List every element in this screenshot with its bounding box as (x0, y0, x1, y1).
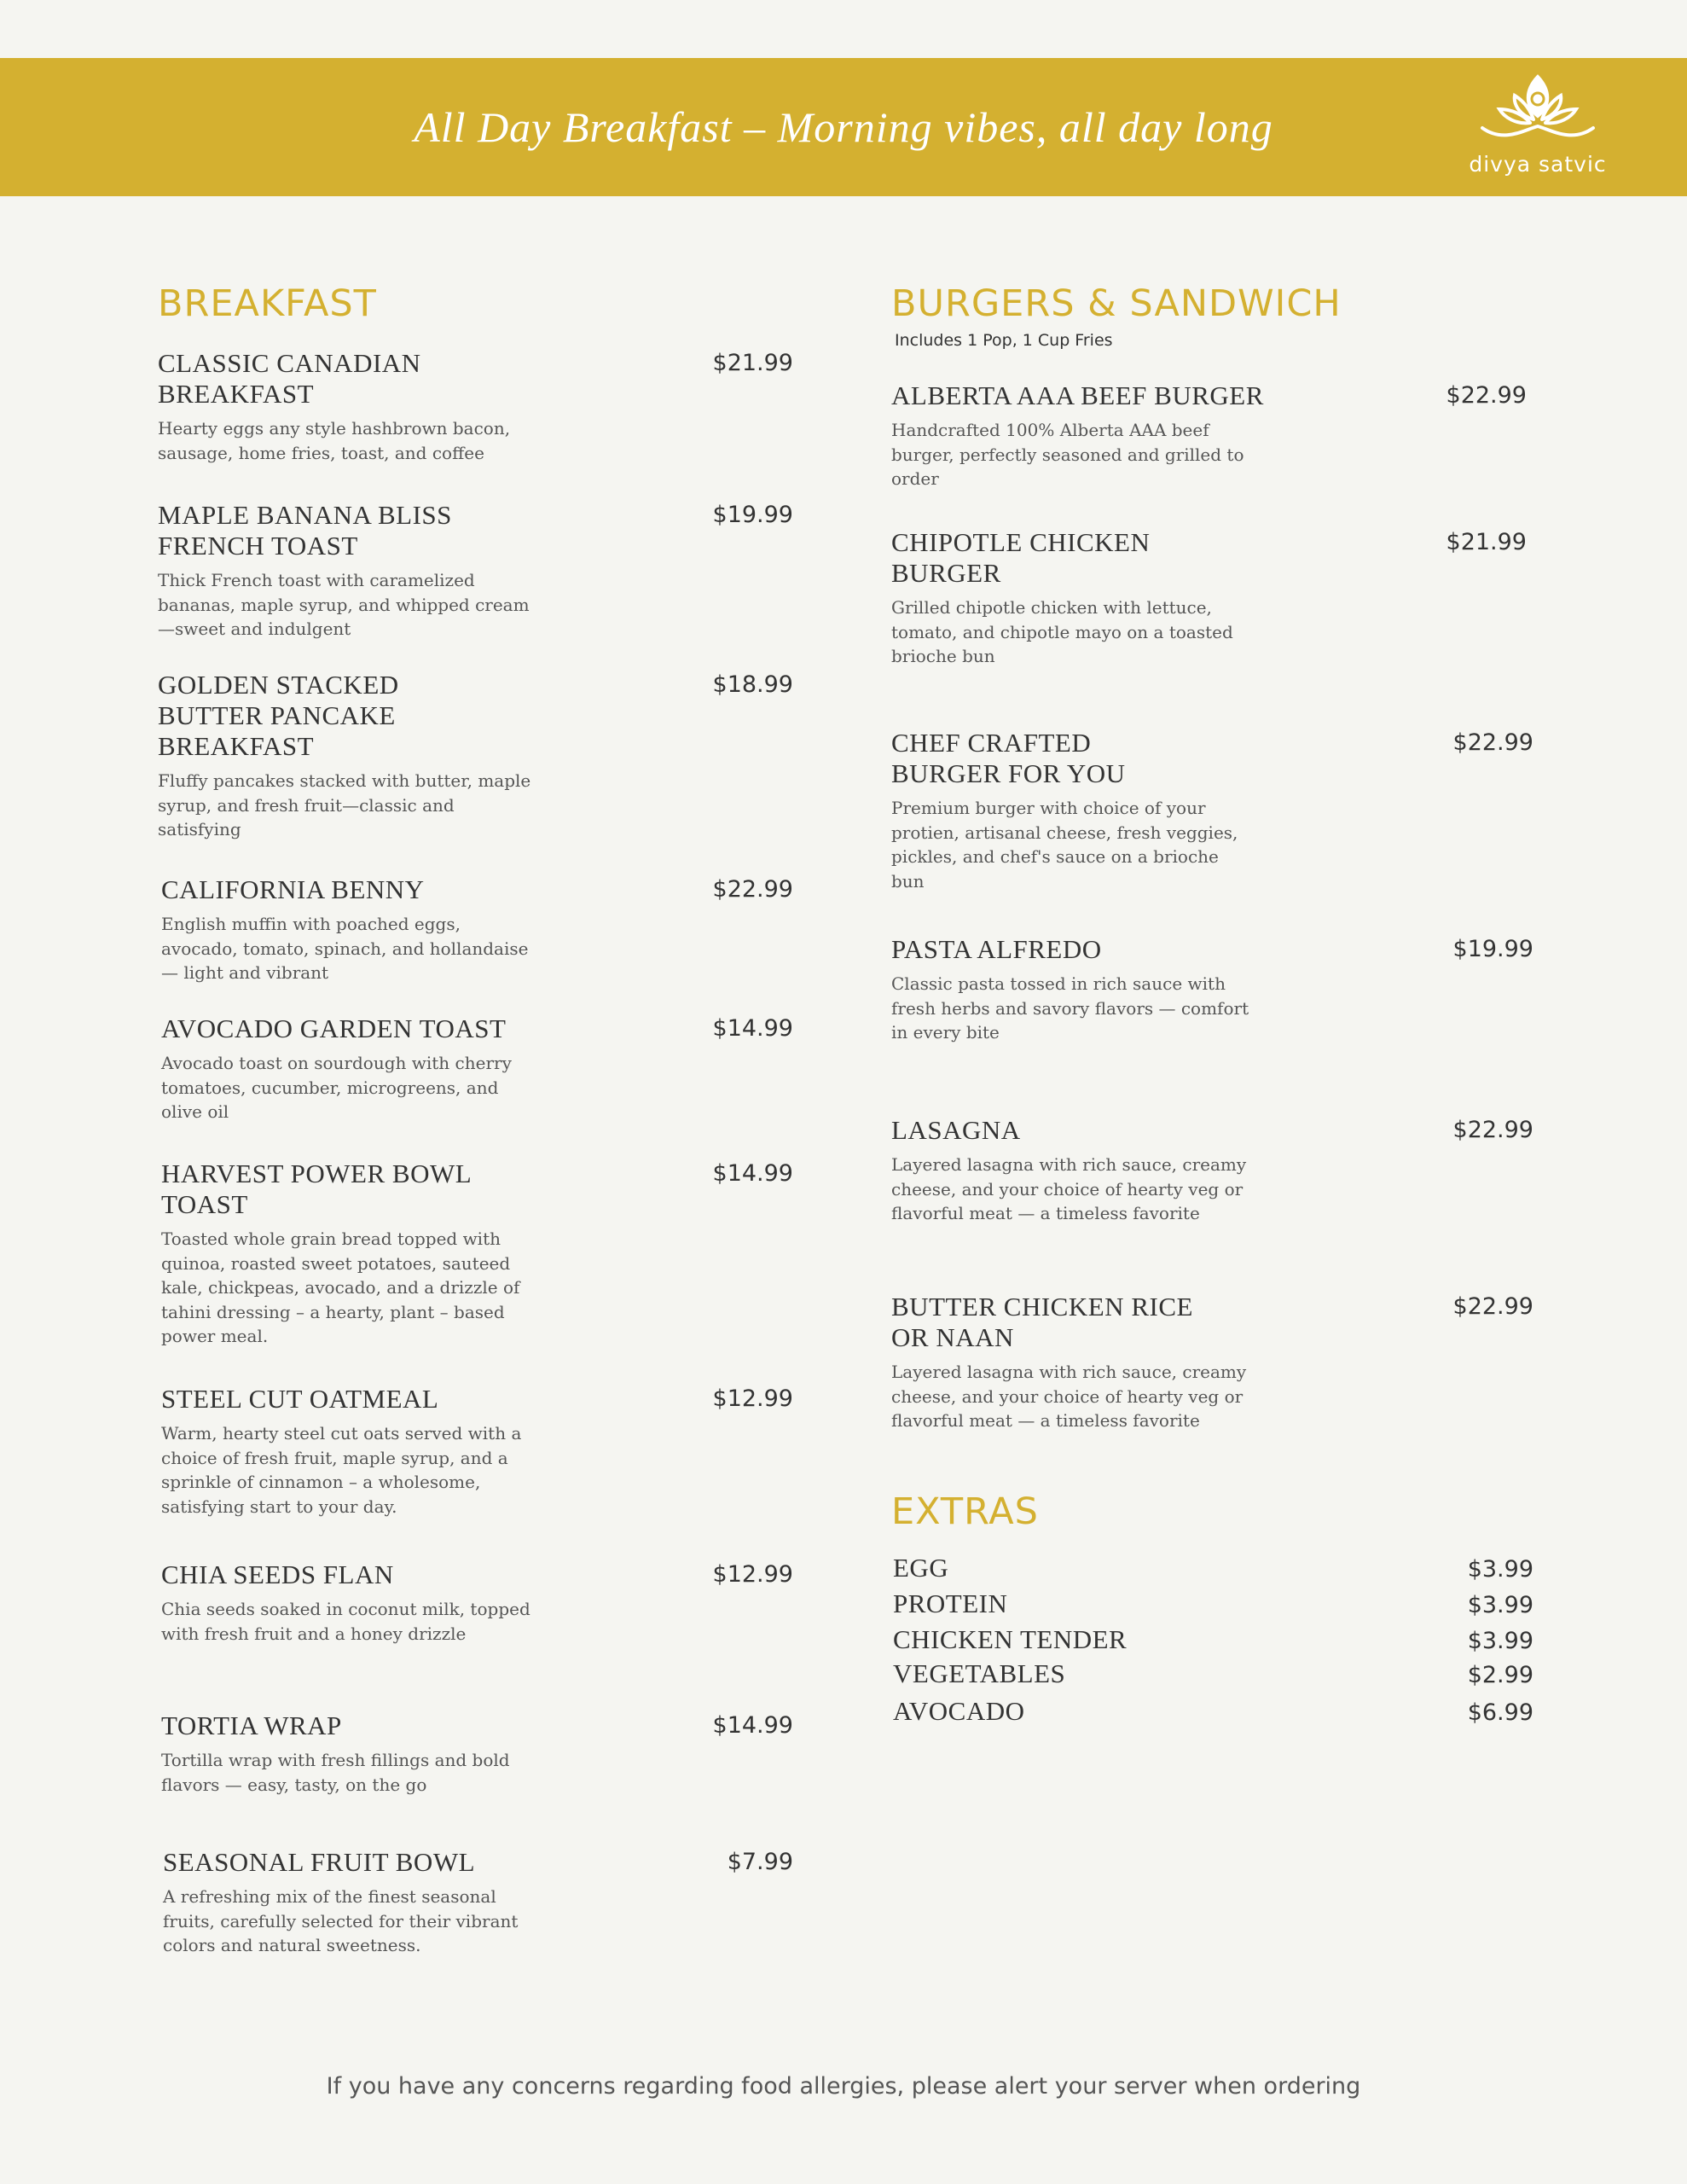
menu-item (161, 1384, 793, 1519)
extra-item (893, 1553, 1548, 1587)
item-name: CHIA SEEDS FLAN (161, 1560, 394, 1589)
item-name: HARVEST POWER BOWL TOAST (161, 1159, 472, 1219)
item-description: Avocado toast on sourdough with cherry tomatoes, cucumber, microgreens, and olive oil (161, 1053, 512, 1122)
item-name: CHEF CRAFTED BURGER FOR YOU (891, 728, 1126, 788)
extra-name: VEGETABLES (893, 1658, 1066, 1688)
item-description: Grilled chipotle chicken with lettuce, tomato, and chipotle mayo on a toasted brioche bun (891, 597, 1233, 666)
item-name: STEEL CUT OATMEAL (161, 1384, 439, 1414)
item-name: SEASONAL FRUIT BOWL (163, 1847, 476, 1877)
item-description: Chia seeds soaked in coconut milk, topped with fresh fruit and a honey drizzle (161, 1599, 530, 1644)
item-price: $22.99 (712, 876, 793, 903)
item-description: Tortilla wrap with fresh fillings and bold flavors — easy, tasty, on the go (161, 1750, 510, 1795)
item-price: $7.99 (727, 1849, 793, 1875)
item-description: A refreshing mix of the finest seasonal fruits, carefully selected for their vibrant colors and natural sweetness. (163, 1886, 519, 1955)
menu-item (161, 1014, 793, 1124)
menu-item (891, 728, 1548, 893)
item-price: $12.99 (712, 1561, 793, 1588)
item-price: $22.99 (1452, 1293, 1533, 1320)
section-title-burgers: BURGERS & SANDWICH (891, 282, 1342, 325)
item-description: Warm, hearty steel cut oats served with a choice of fresh fruit, maple syrup, and a sprinkle of cinnamon – a wholesome, satisfying start to your day. (161, 1423, 522, 1517)
section-note: Includes 1 Pop, 1 Cup Fries (895, 331, 1113, 350)
item-name: PASTA ALFREDO (891, 934, 1102, 964)
header-banner (0, 58, 1687, 196)
section-title-breakfast: BREAKFAST (158, 282, 377, 325)
item-price: $19.99 (1452, 936, 1533, 962)
item-price: $19.99 (712, 502, 793, 528)
extra-price: $3.99 (1467, 1628, 1533, 1654)
menu-item (161, 1560, 793, 1646)
item-price: $21.99 (712, 350, 793, 376)
extra-price: $3.99 (1467, 1556, 1533, 1583)
item-name: AVOCADO GARDEN TOAST (161, 1014, 507, 1043)
item-price: $14.99 (712, 1712, 793, 1739)
extra-item (893, 1658, 1548, 1693)
menu-item (161, 874, 793, 985)
section-title-extras: EXTRAS (891, 1490, 1039, 1533)
menu-item (158, 500, 793, 642)
item-name: CALIFORNIA BENNY (161, 874, 425, 904)
item-name: GOLDEN STACKED BUTTER PANCAKE BREAKFAST (158, 670, 399, 761)
item-name: CLASSIC CANADIAN BREAKFAST (158, 348, 421, 409)
menu-item (158, 348, 793, 465)
extra-name: CHICKEN TENDER (893, 1624, 1128, 1654)
item-price: $14.99 (712, 1015, 793, 1042)
item-description: Layered lasagna with rich sauce, creamy cheese, and your choice of hearty veg or flavorful meat — a timeless favorite (891, 1362, 1247, 1431)
menu-title: All Day Breakfast – Morning vibes, all day long (414, 103, 1273, 151)
menu-item (891, 934, 1548, 1045)
allergy-notice: If you have any concerns regarding food allergies, please alert your server when ordering (326, 2073, 1361, 2100)
item-price: $21.99 (1446, 529, 1527, 555)
item-price: $12.99 (712, 1385, 793, 1412)
item-name: ALBERTA AAA BEEF BURGER (891, 380, 1264, 410)
logo-text: divya satvic (1469, 152, 1607, 177)
extra-item (893, 1624, 1548, 1658)
item-price: $22.99 (1452, 729, 1533, 756)
extra-price: $6.99 (1467, 1699, 1533, 1726)
extra-name: PROTEIN (893, 1589, 1008, 1618)
item-description: Premium burger with choice of your protien, artisanal cheese, fresh veggies, pickles, and chef's sauce on a brioche bun (891, 798, 1238, 892)
item-name: TORTIA WRAP (161, 1711, 342, 1740)
item-description: Fluffy pancakes stacked with butter, maple syrup, and fresh fruit—classic and satisfying (158, 770, 531, 839)
item-name: CHIPOTLE CHICKEN BURGER (891, 527, 1151, 588)
item-price: $22.99 (1446, 382, 1527, 409)
extra-price: $2.99 (1467, 1662, 1533, 1688)
extra-price: $3.99 (1467, 1592, 1533, 1618)
item-price: $22.99 (1452, 1117, 1533, 1143)
menu-item (161, 1711, 793, 1797)
menu-item (891, 1292, 1548, 1433)
extra-name: EGG (893, 1553, 949, 1583)
item-description: English muffin with poached eggs, avocado, tomato, spinach, and hollandaise — light and vibrant (161, 914, 529, 983)
item-description: Hearty eggs any style hashbrown bacon, sausage, home fries, toast, and coffee (158, 418, 511, 463)
item-name: LASAGNA (891, 1115, 1021, 1145)
menu-item (161, 1159, 793, 1349)
lotus-icon (1465, 67, 1610, 152)
menu-item (158, 670, 793, 842)
item-price: $14.99 (712, 1160, 793, 1187)
extra-name: AVOCADO (893, 1696, 1025, 1726)
item-description: Classic pasta tossed in rich sauce with fresh herbs and savory flavors — comfort in every bite (891, 973, 1249, 1043)
extra-item (893, 1589, 1548, 1623)
item-description: Layered lasagna with rich sauce, creamy cheese, and your choice of hearty veg or flavorful meat — a timeless favorite (891, 1154, 1247, 1223)
breakfast-section (158, 282, 793, 1955)
menu-item (891, 380, 1548, 491)
item-description: Thick French toast with caramelized bananas, maple syrup, and whipped cream—sweet and indulgent (158, 570, 530, 639)
menu-item (891, 527, 1548, 669)
extra-item (893, 1696, 1548, 1730)
item-name: BUTTER CHICKEN RICE OR NAAN (891, 1292, 1193, 1352)
menu-item (891, 1115, 1548, 1226)
item-name: MAPLE BANANA BLISS FRENCH TOAST (158, 500, 452, 561)
item-price: $18.99 (712, 671, 793, 698)
item-description: Toasted whole grain bread topped with quinoa, roasted sweet potatoes, sauteed kale, chickpeas, avocado, and a drizzle of tahini dressing – a hearty, plant – based power meal. (161, 1228, 520, 1346)
item-description: Handcrafted 100% Alberta AAA beef burger, perfectly seasoned and grilled to order (891, 420, 1244, 489)
menu-item (163, 1847, 793, 1958)
brand-logo (1465, 67, 1610, 186)
burgers-section (891, 282, 1548, 1726)
